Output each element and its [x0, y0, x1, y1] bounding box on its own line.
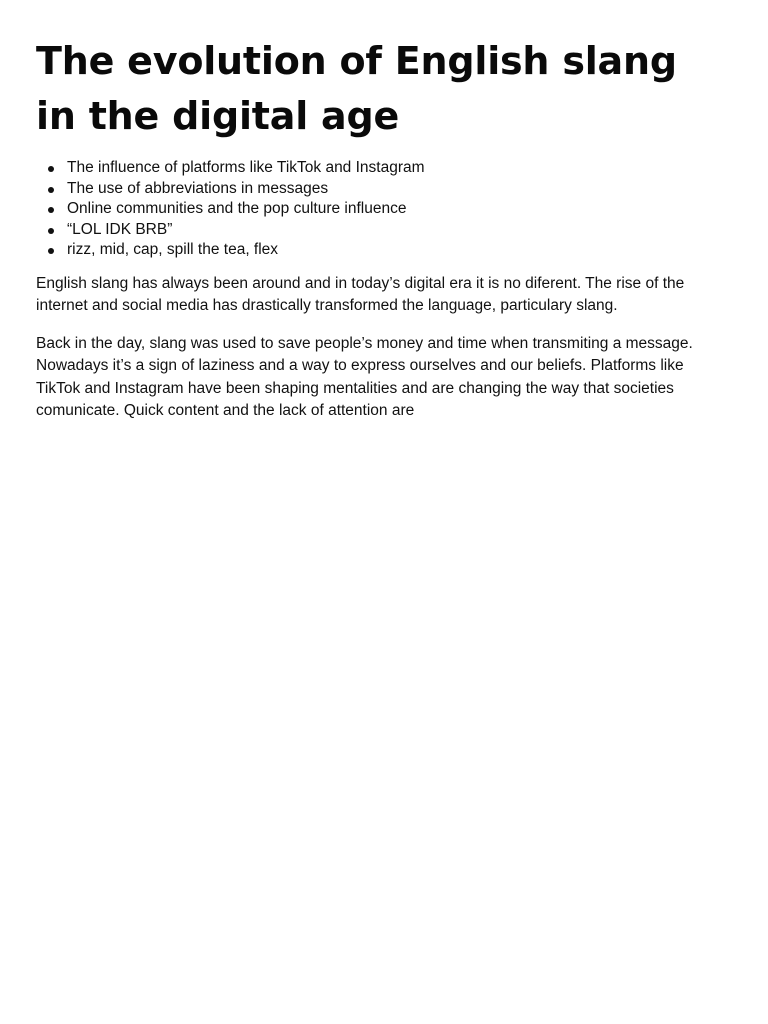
bullet-dot-icon	[48, 207, 54, 213]
bullet-item	[36, 158, 726, 179]
bullet-dot-icon	[48, 248, 54, 254]
bullet-text: “LOL IDK BRB”	[67, 220, 173, 238]
bullet-dot-icon	[48, 228, 54, 234]
bullet-text: rizz, mid, cap, spill the tea, flex	[67, 241, 279, 259]
bullet-text: The influence of platforms like TikTok and Instagram	[67, 159, 425, 176]
bullet-text: The use of abbreviations in messages	[67, 179, 329, 197]
bullet-item	[36, 199, 726, 220]
document-page	[36, 0, 726, 423]
bullet-dot-icon	[48, 187, 54, 193]
body-paragraph-intro: English slang has always been around and in today’s digital era it is no diferent. The rise of the internet and social media has drastically transformed the language, particulary slang.	[36, 274, 685, 315]
body-paragraph-history: Back in the day, slang was used to save people’s money and time when transmiting a message. Nowadays it’s a sign of laziness and a way to express ourselves and our beliefs. Platforms like TikTok and Instagram have been shaping mentalities and are changing the way that societies comunicate. Quick content and the lack of attention are	[36, 334, 693, 420]
bullet-dot-icon	[48, 166, 54, 172]
bullet-text: Online communities and the pop culture influence	[67, 200, 407, 218]
article-title: The evolution of English slang in the digital age	[36, 39, 677, 138]
topic-bullet-list	[36, 158, 726, 261]
bullet-item	[36, 240, 726, 261]
bullet-item	[36, 179, 726, 200]
bullet-item	[36, 220, 726, 241]
